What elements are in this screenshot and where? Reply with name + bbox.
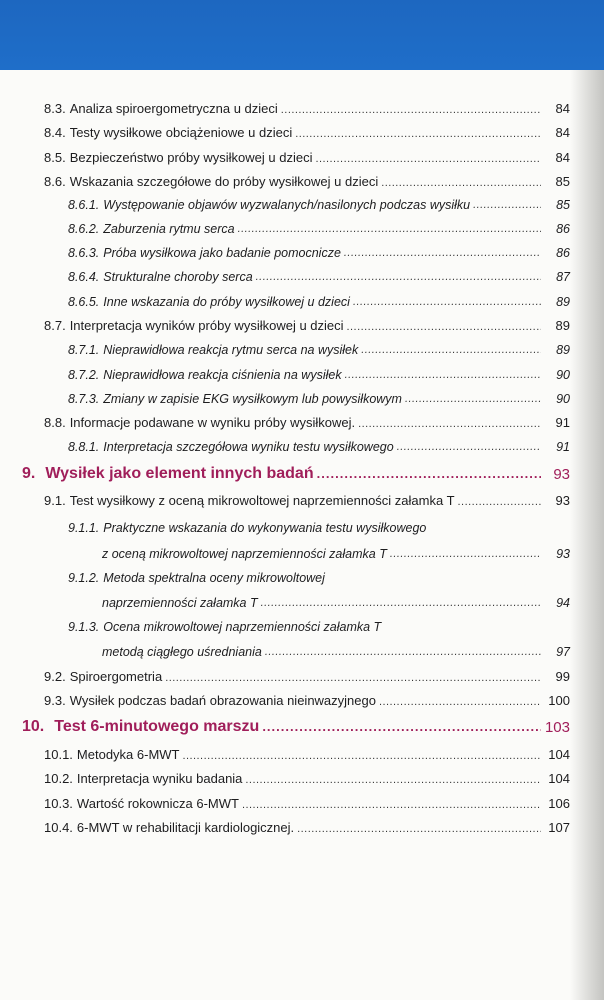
toc-leader-dots bbox=[256, 270, 541, 283]
toc-entry-title: Wysiłek podczas badań obrazowania nieinwazyjnego bbox=[69, 693, 376, 708]
toc-entry-title: Metodyka 6-MWT bbox=[76, 747, 180, 762]
toc-entry-number: 8.3. bbox=[44, 101, 66, 116]
toc-entry-title: Test 6-minutowego marszu bbox=[54, 718, 260, 735]
toc-entry-page: 85 bbox=[556, 197, 570, 212]
toc-leader-dots bbox=[265, 645, 541, 658]
toc-entry-title: Analiza spiroergometryczna u dzieci bbox=[69, 101, 278, 116]
toc-entry-number: 10.3. bbox=[44, 796, 73, 811]
toc-entry-title: Testy wysiłkowe obciążeniowe u dzieci bbox=[69, 125, 293, 140]
toc-leader-dots bbox=[358, 416, 541, 429]
toc-entry-number: 8.8.1. bbox=[68, 439, 100, 454]
toc-entry-title: Zmiany w zapisie EKG wysiłkowym lub powysiłkowym bbox=[103, 391, 402, 406]
toc-leader-dots bbox=[242, 797, 541, 810]
toc-entry-number: 8.5. bbox=[44, 150, 66, 165]
toc-leader-dots bbox=[281, 102, 541, 115]
toc-entry-title: Spiroergometria bbox=[69, 669, 163, 684]
toc-leader-dots bbox=[317, 466, 541, 482]
toc-entry-page: 93 bbox=[555, 493, 570, 508]
toc-entry-number: 9.1.2. bbox=[68, 570, 100, 585]
toc-entry-page: 90 bbox=[556, 391, 570, 406]
toc-entry-page: 94 bbox=[556, 595, 570, 610]
toc-entry-number: 8.7.1. bbox=[68, 342, 100, 357]
toc-entry bbox=[0, 332, 604, 356]
toc-entry-page: 91 bbox=[555, 415, 570, 430]
toc-entry bbox=[0, 429, 604, 453]
toc-entry-number: 10.1. bbox=[44, 747, 73, 762]
toc-entry-number: 8.6. bbox=[44, 174, 66, 189]
toc-entry-number: 10.2. bbox=[44, 771, 73, 786]
toc-leader-dots bbox=[297, 821, 541, 834]
toc-entry-title: Bezpieczeństwo próby wysiłkowej u dzieci bbox=[69, 150, 313, 165]
toc-entry-page: 103 bbox=[544, 719, 570, 736]
header-color-band bbox=[0, 0, 604, 70]
toc-entry bbox=[0, 308, 604, 332]
toc-entry bbox=[0, 211, 604, 235]
toc-entry-title: Strukturalne choroby serca bbox=[103, 269, 253, 284]
toc-leader-dots bbox=[295, 126, 541, 139]
toc-entry-page: 93 bbox=[556, 546, 570, 561]
toc-entry-page: 84 bbox=[555, 125, 570, 140]
toc-entry bbox=[0, 786, 604, 810]
toc-entry-page: 104 bbox=[548, 771, 570, 786]
toc-leader-dots bbox=[405, 392, 541, 405]
toc-entry-title: Nieprawidłowa reakcja rytmu serca na wysiłek bbox=[103, 342, 359, 357]
toc-leader-dots bbox=[183, 748, 542, 761]
toc-entry-title: Ocena mikrowoltowej naprzemienności załamka T bbox=[103, 619, 382, 634]
toc-leader-dots bbox=[390, 547, 541, 560]
toc-entry-title: Wysiłek jako element innych badań bbox=[45, 465, 314, 482]
toc-entry-number: 8.8. bbox=[44, 415, 66, 430]
toc-entry bbox=[0, 483, 604, 507]
toc-leader-dots bbox=[238, 222, 541, 235]
toc-entry-title: Próba wysiłkowa jako badanie pomocnicze bbox=[103, 245, 341, 260]
toc-entry-title: metodą ciągłego uśredniania bbox=[102, 644, 262, 659]
toc-leader-dots bbox=[315, 151, 541, 164]
toc-entry bbox=[0, 164, 604, 188]
toc-entry bbox=[0, 284, 604, 308]
toc-entry-number: 8.6.4. bbox=[68, 269, 100, 284]
toc-entry-page: 91 bbox=[556, 439, 570, 454]
toc-leader-dots bbox=[245, 772, 541, 785]
toc-entry-page: 97 bbox=[556, 644, 570, 659]
toc-entry bbox=[0, 187, 604, 211]
toc-entry-page: 86 bbox=[556, 221, 570, 236]
toc-entry-number: 9.1. bbox=[44, 493, 66, 508]
toc-entry bbox=[0, 259, 604, 283]
toc-entry bbox=[0, 585, 604, 609]
toc-entry-title: Informacje podawane w wyniku próby wysiłkowej. bbox=[69, 415, 356, 430]
toc-leader-dots bbox=[458, 494, 541, 507]
toc-entry-title: 6-MWT w rehabilitacji kardiologicznej. bbox=[76, 820, 295, 835]
toc-entry-number: 8.7. bbox=[44, 318, 66, 333]
toc-entry bbox=[0, 115, 604, 139]
toc-entry-page: 106 bbox=[548, 796, 570, 811]
toc-entry-page: 85 bbox=[555, 174, 570, 189]
toc-entry-page: 89 bbox=[555, 318, 570, 333]
toc-entry-page: 104 bbox=[548, 747, 570, 762]
toc-entry-page: 84 bbox=[555, 101, 570, 116]
toc-entry-number: 8.6.2. bbox=[68, 221, 100, 236]
toc-entry-page: 99 bbox=[555, 669, 570, 684]
toc-leader-dots bbox=[347, 319, 541, 332]
toc-entry bbox=[0, 609, 604, 633]
toc-entry bbox=[0, 536, 604, 560]
toc-entry bbox=[0, 709, 604, 735]
toc-entry-page: 84 bbox=[555, 150, 570, 165]
toc-entry-title: Zaburzenia rytmu serca bbox=[103, 221, 235, 236]
toc-entry-title: Interpretacja wyniku badania bbox=[76, 771, 243, 786]
toc-entry-title: z oceną mikrowoltowej naprzemienności załamka T bbox=[102, 546, 387, 561]
toc-entry-title: Wartość rokownicza 6-MWT bbox=[76, 796, 239, 811]
toc-entry-number: 8.6.3. bbox=[68, 245, 100, 260]
toc-entry-page: 89 bbox=[556, 342, 570, 357]
toc-entry-number: 9.1.3. bbox=[68, 619, 100, 634]
toc-entry-number: 9.2. bbox=[44, 669, 66, 684]
toc-entry-number: 10.4. bbox=[44, 820, 73, 835]
toc-leader-dots bbox=[361, 343, 541, 356]
toc-entry-page: 90 bbox=[556, 367, 570, 382]
toc-entry-page: 107 bbox=[548, 820, 570, 835]
toc-leader-dots bbox=[262, 719, 541, 735]
toc-entry-title: Interpretacja szczegółowa wyniku testu wysiłkowego bbox=[103, 439, 394, 454]
toc-entry-page: 93 bbox=[553, 466, 570, 483]
toc-entry-number: 9.1.1. bbox=[68, 520, 100, 535]
toc-entry-number: 8.7.3. bbox=[68, 391, 100, 406]
toc-leader-dots bbox=[379, 694, 541, 707]
toc-entry-page: 86 bbox=[556, 245, 570, 260]
toc-entry-title: Test wysiłkowy z oceną mikrowoltowej naprzemienności załamka T bbox=[69, 493, 455, 508]
toc-entry bbox=[0, 560, 604, 584]
toc-entry-page: 89 bbox=[556, 294, 570, 309]
toc-entry-title: Nieprawidłowa reakcja ciśnienia na wysiłek bbox=[103, 367, 342, 382]
toc-entry bbox=[0, 810, 604, 834]
toc-entry bbox=[0, 235, 604, 259]
toc-entry-number: 8.7.2. bbox=[68, 367, 100, 382]
toc-entry-title: Metoda spektralna oceny mikrowoltowej bbox=[103, 570, 325, 585]
toc-entry-title: Wskazania szczegółowe do próby wysiłkowej u dzieci bbox=[69, 174, 379, 189]
toc-entry-title: Praktyczne wskazania do wykonywania testu wysiłkowego bbox=[103, 520, 427, 535]
toc-entry-title: Występowanie objawów wyzwalanych/nasilonych podczas wysiłku bbox=[103, 197, 471, 212]
toc-entry-number: 9.3. bbox=[44, 693, 66, 708]
toc-entry-number: 8.6.5. bbox=[68, 294, 100, 309]
toc-entry-title: Inne wskazania do próby wysiłkowej u dzieci bbox=[103, 294, 350, 309]
toc-entry bbox=[0, 91, 604, 115]
toc-entry-number: 8.4. bbox=[44, 125, 66, 140]
toc-entry bbox=[0, 659, 604, 683]
toc-leader-dots bbox=[261, 596, 541, 609]
toc-leader-dots bbox=[353, 295, 541, 308]
toc-entry-number: 8.6.1. bbox=[68, 197, 100, 212]
toc-entry-number: 9. bbox=[22, 465, 36, 482]
toc-entry bbox=[0, 357, 604, 381]
toc-entry bbox=[0, 405, 604, 429]
toc-leader-dots bbox=[345, 368, 541, 381]
toc-entry bbox=[0, 634, 604, 658]
toc-entry bbox=[0, 140, 604, 164]
toc-entry bbox=[0, 381, 604, 405]
toc-entry-title: Interpretacja wyników próby wysiłkowej u dzieci bbox=[69, 318, 344, 333]
toc-entry-title: naprzemienności załamka T bbox=[102, 595, 258, 610]
toc-leader-dots bbox=[397, 440, 541, 453]
toc-leader-dots bbox=[344, 246, 541, 259]
toc-entry-page: 100 bbox=[548, 693, 570, 708]
toc-entry bbox=[0, 510, 604, 534]
toc-leader-dots bbox=[165, 670, 541, 683]
toc-leader-dots bbox=[473, 198, 541, 211]
toc-entry bbox=[0, 683, 604, 707]
toc-entry bbox=[0, 456, 604, 482]
toc-entry-page: 87 bbox=[556, 269, 570, 284]
toc-entry bbox=[0, 761, 604, 785]
toc-entry bbox=[0, 737, 604, 761]
toc-entry-number: 10. bbox=[22, 718, 45, 735]
